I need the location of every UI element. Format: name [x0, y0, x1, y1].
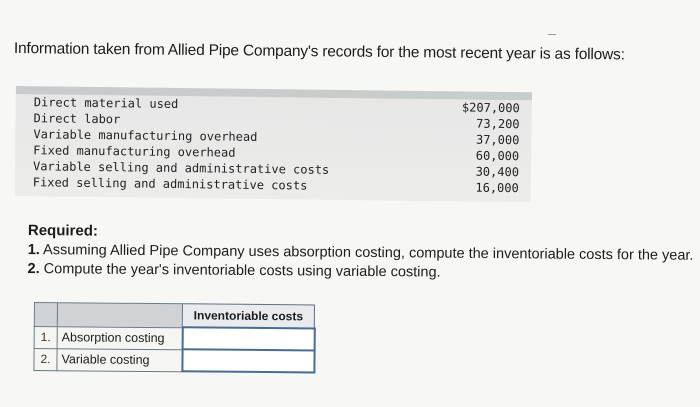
absorption-costing-input[interactable]	[183, 329, 313, 348]
cost-data-rows	[15, 94, 532, 202]
answer-table-header-row	[34, 303, 314, 329]
required-item-text: Compute the year's inventoriable costs using variable costing.	[43, 261, 441, 281]
cost-value: 30,400	[475, 164, 520, 180]
cost-label: Fixed manufacturing overhead	[33, 143, 236, 160]
row-label-variable-costing: Variable costing	[57, 348, 182, 371]
table-row	[34, 326, 314, 350]
header-corner-cell	[57, 303, 182, 328]
cost-value: 16,000	[475, 180, 519, 196]
column-header-inventoriable-costs: Inventoriable costs	[182, 304, 314, 329]
cost-label: Fixed selling and administrative costs	[32, 175, 308, 193]
required-section	[28, 222, 694, 285]
variable-costing-input[interactable]	[183, 351, 313, 370]
cost-value: 60,000	[475, 148, 520, 164]
dash-mark	[548, 34, 556, 35]
absorption-costing-answer-cell[interactable]	[182, 327, 314, 350]
cost-value: $207,000	[461, 100, 520, 116]
required-item-number: 2.	[27, 260, 40, 278]
cost-data-block	[14, 86, 532, 218]
row-number: 1.	[34, 326, 57, 348]
cost-label: Direct material used	[33, 95, 179, 111]
header-corner-cell	[34, 303, 57, 327]
cost-label: Variable selling and administrative costs	[32, 159, 330, 177]
required-heading: Required:	[27, 222, 99, 240]
row-label-absorption-costing: Absorption costing	[57, 326, 182, 349]
required-item-text: Assuming Allied Pipe Company uses absorption costing, compute the inventoriable costs for the year.	[43, 242, 694, 264]
intro-text: Information taken from Allied Pipe Company's records for the most recent year is as follows:	[13, 40, 625, 64]
cost-label: Direct labor	[33, 111, 121, 127]
row-number: 2.	[34, 348, 57, 370]
answer-table	[33, 302, 315, 373]
table-row	[34, 348, 314, 372]
cost-value: 37,000	[475, 132, 520, 148]
cost-label: Variable manufacturing overhead	[33, 127, 258, 144]
cost-value: 73,200	[476, 116, 520, 132]
required-item-number: 1.	[27, 241, 40, 259]
variable-costing-answer-cell[interactable]	[182, 349, 314, 372]
